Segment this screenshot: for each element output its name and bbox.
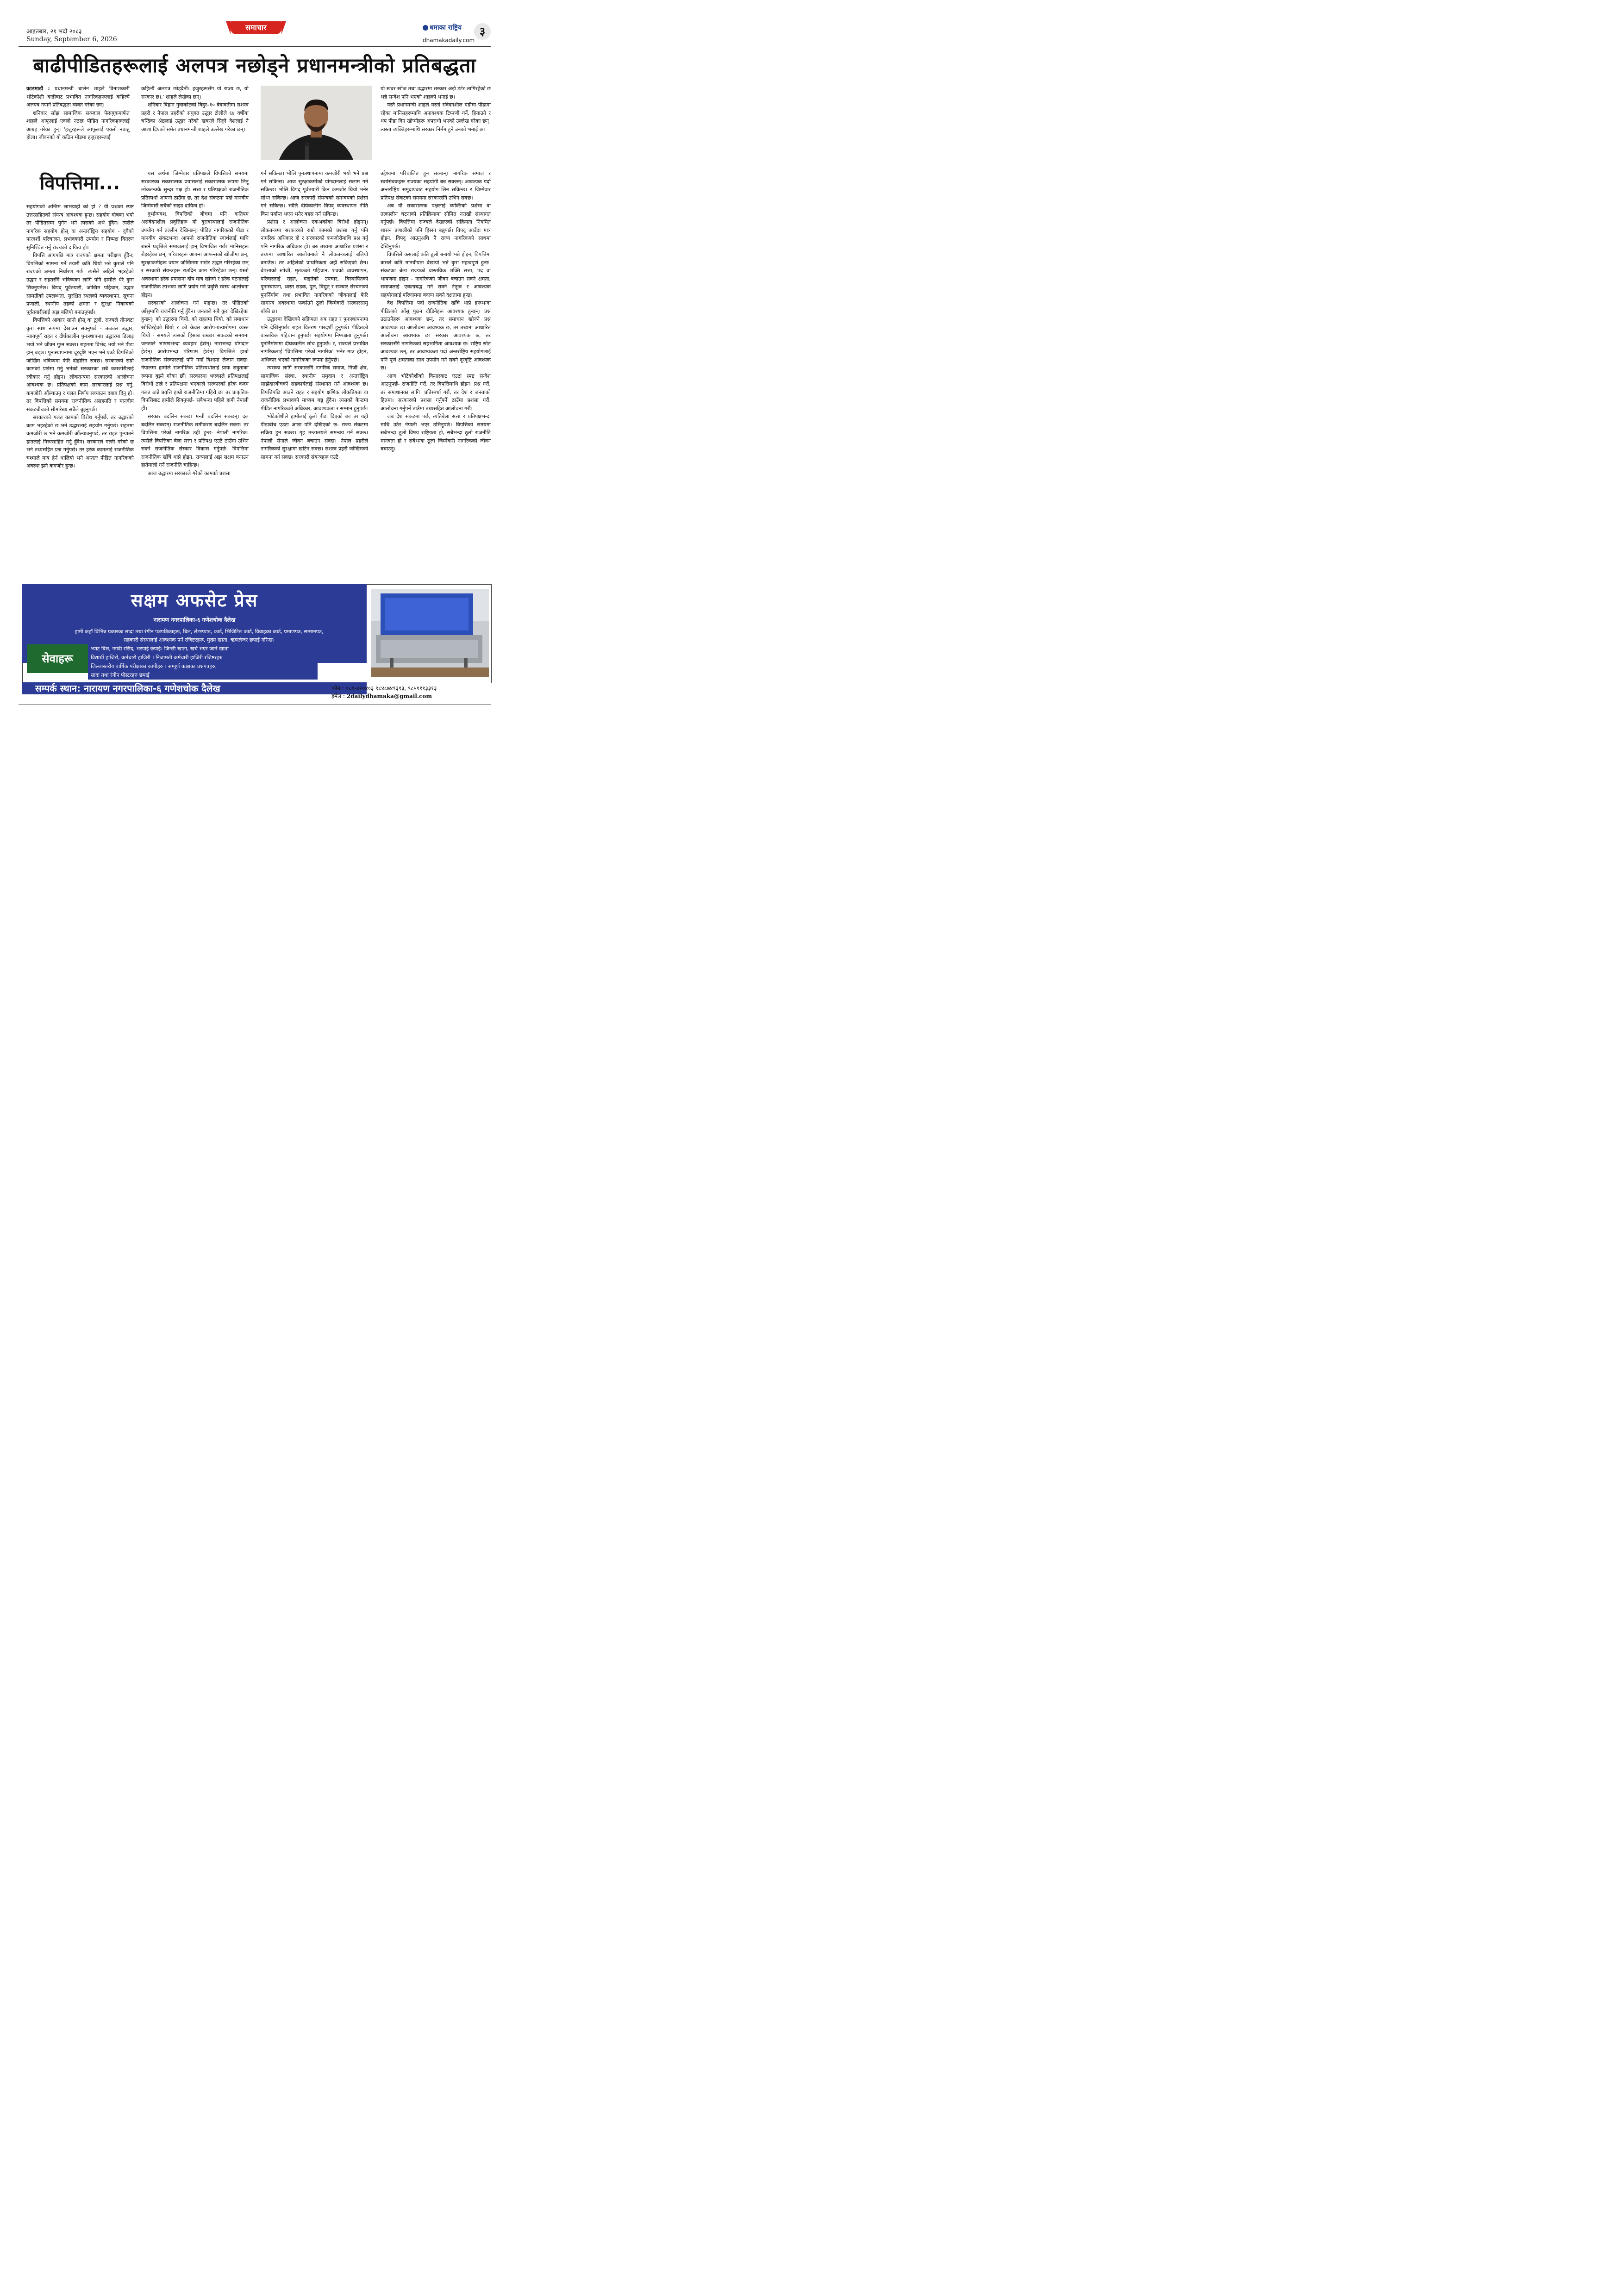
article1-column-2: [141, 85, 249, 133]
dateline: काठमाडौं :: [26, 86, 50, 92]
article1-column-1: [26, 85, 130, 142]
article2-paragraph: गर्न सकिन्छ। भोलि पुनःस्थापनामा कमजोरी भयो भने प्रश्न गर्न सकिन्छ। आज सुरक्षाकर्मीको योगदानलाई सलाम गर्न सकिन्छ। भोलि विपद् पूर्वतयारी किन कमजोर थियो भनेर सोध्न सकिन्छ। आज सरकारी संयन्त्रको समन्वयको प्रशंसा गर्न सकिन्छ। भोलि दीर्घकालीन विपद् व्यवस्थापन नीति किन पर्याप्त भएन भनेर बहस गर्न सकिन्छ।: [261, 170, 368, 217]
article2-paragraph: अब यी सकारात्मक पक्षलाई व्यक्तिको प्रशंसा वा तत्कालीन घटनाको प्रतिक्रियामा सीमित नराखी संस्थागत गर्नुपर्छ। विपत्तिमा राज्यले देखाएको सक्रियता नियमित शासन प्रणालीको पनि हिस्सा बन्नुपर्छ। विपद् आउँदा मात्र होइन, विपद् आउनुअघि नै राज्य नागरिकको साथमा देखिनुपर्छ।: [381, 203, 491, 250]
article2-paragraph: भोटेकोशीले हामीलाई ठूलो पीडा दिएको छ। तर यही पीडाबीच एउटा आशा पनि देखिएको छ- राज्य संकटमा सक्रिय हुन सक्छ। गृह मन्त्रालयले समन्वय गर्न सक्छ। नेपाली सेनाले जीवन बचाउन सक्छ। नेपाल प्रहरीले नागरिकको सुरक्षामा खटिन सक्छ। सशस्त्र प्रहरी जोखिमको सामना गर्न सक्छ। सरकारी संयन्त्रहरू एउटै: [261, 413, 368, 460]
section-tag: समाचार: [231, 21, 281, 34]
article2-column-2: [141, 169, 249, 477]
article2-paragraph: उद्धारमा देखिएको सक्रियता अब राहत र पुनःस्थापनामा पनि देखिनुपर्छ। राहत वितरण पारदर्शी हुनुपर्छ। पीडितको वास्तविक पहिचान हुनुपर्छ। सहयोगमा निष्पक्षता हुनुपर्छ। पुनर्निर्माणमा दीर्घकालीन सोच हुनुपर्छ। र, राज्यले प्रभावित नागरिकलाई 'विपत्तिमा परेको नागरिक' भनेर मात्र होइन, अधिकार भएको नागरिकका रूपमा हेर्नुपर्छ।: [261, 316, 368, 363]
article2-column-4: [381, 169, 491, 453]
advertisement-address: नारायण नगरपालिका-६ गणेशचोक दैलेख: [153, 617, 236, 623]
contact-place: सम्पर्क स्थान: नारायण नगरपालिका-६ गणेशचोक दैलेख: [22, 682, 367, 694]
phone-numbers: ०८९-४२०४०३ ९८४८७४९३१३, ९८५१११३३१३: [345, 685, 437, 692]
website-link[interactable]: dhamakadaily.com: [423, 37, 475, 44]
article2-paragraph: जब देश संकटमा पर्छ, त्यतिबेला सत्ता र प्रतिपक्षभन्दा माथि उठेर नेपाली भएर उभिनुपर्छ। विपत्तिको समयमा सबैभन्दा ठूलो विषय राष्ट्रियता हो, सबैभन्दा ठूलो राजनीति मानवता हो र सबैभन्दा ठूलो जिम्मेवारी नागरिकको जीवन बचाउनु।: [381, 413, 491, 452]
date-nepali: आइतबार, २१ भदौ २०८३: [26, 28, 82, 35]
printing-press-illustration: [371, 589, 489, 677]
page-number: ३: [474, 23, 491, 40]
article2-paragraph: सरकार बदलिन सक्छ। मन्त्री बदलिन सक्छन्। दल बदलिन सक्छन्। राजनीतिक समीकरण बदलिन सक्छ। तर विपत्तिमा परेको नागरिक उही हुन्छ- नेपाली नागरिक। त्यसैले विपत्तिका बेला सत्ता र प्रतिपक्ष एउटै ठाउँमा उभिन सक्ने राजनीतिक संस्कार विकास गर्नुपर्छ। विपत्तिमा राजनीतिक खोँचे थाप्ने होइन, राज्यलाई अझ सक्षम बनाउन हातेमालो गर्ने राजनीति चाहिन्छ।: [141, 413, 249, 468]
article1-paragraph: शनिबार साँझ सामाजिक सञ्जाल फेसबुकमार्फत शाहले आफूलाई एक्लो नठान्न पीडित नागरिकहरूलाई आग्रह गरेका हुन्। 'हजुरहरूले आफूलाई एक्लो नठान्नु होला। जीवनको यो कठिन मोडमा हजुरहरूलाई: [26, 110, 130, 140]
article1-paragraph: प्रधानमन्त्री बालेन शाहले विनाशकारी भोटेकोशी बाढीबाट प्रभावित नागरिकहरूलाई कहिल्यै अलपत्र नपार्ने प्रतिबद्धता व्यक्त गरेका छन्।: [26, 86, 130, 108]
article2-paragraph: विपत्तिले कसलाई कति ठूलो बनायो भन्ने होइन, विपत्तिमा कसले कति मानवीयता देखायो भन्ने कुरा महत्वपूर्ण हुन्छ। संकटका बेला राज्यको वास्तविक शक्ति सत्ता, पद वा भाषणमा होइन - नागरिकको जीवन बचाउन सक्ने क्षमता, समाजलाई एकताबद्ध गर्न सक्ने नेतृत्व र आवश्यक सहयोगलाई परिणाममा बदल्न सक्ने दक्षतामा हुन्छ।: [381, 251, 491, 298]
article1-column-4: [381, 85, 491, 133]
article2-paragraph: उद्देश्यमा परिचालित हुन सक्छन्। नागरिक समाज र स्वयंसेवकहरू राज्यका सहयोगी बन्न सक्छन्। आवश्यक पर्दा अन्तर्राष्ट्रिय समुदायबाट सहयोग लिन सकिन्छ। र जिम्मेवार प्रतिपक्ष संकटको समयमा सरकारसँगै उभिन सक्छ।: [381, 170, 491, 201]
article2-paragraph: सरकारको गलत कामको विरोध गर्नुपर्छ, तर उद्धारको काम भइरहेको छ भने उद्धारलाई सहयोग गर्नुपर्छ। राहतमा कमजोरी छ भने कमजोरी औंल्याउनुपर्छ, तर राहत पुर्‍याउने हातलाई निरुत्साहित गर्नु हुँदैन। सरकारले गल्ती गरेको छ भने तथ्यसहित प्रश्न गर्नुपर्छ। तर हरेक कामलाई राजनीतिक चश्माले मात्र हेर्न थालियो भने अन्ततः पीडित नागरिकको अवस्था झनै कमजोर हुन्छ।: [26, 414, 134, 469]
services-list: [88, 644, 318, 680]
prime-minister-photo: [261, 86, 372, 160]
header-rule: [19, 46, 491, 47]
phone-line: [331, 684, 437, 692]
service-item: सादा तथा रंगीन पोस्टरहरु छपाई: [91, 672, 150, 678]
article2-paragraph: सहयोगको अन्तिम लाभग्राही को हो ? यी प्रश्नको स्पष्ट उत्तरसहितको संयन्त्र आवश्यक हुन्छ। सहयोग घोषणा भयो तर पीडितसम्म पुगेन भने त्यसको अर्थ हुँदैन। त्यसैले नागरिक सहयोग होस् वा अन्तर्राष्ट्रिय सहयोग - दुवैको पारदर्शी परिचालन, प्रभावकारी उपयोग र निष्पक्ष वितरण सुनिश्चित गर्नु राज्यको दायित्व हो।: [26, 204, 134, 250]
service-item: जिल्लास्तरीय वार्षिक परीक्षाका कापीहरु । सम्पूर्ण कक्षाका प्रश्नपत्रहरु,: [91, 663, 217, 669]
article2-paragraph: प्रशंसा र आलोचना एकअर्काका विरोधी होइनन्। लोकतन्त्रमा सरकारको राम्रो कामको प्रशंसा गर्नु पनि नागरिक अधिकार हो र सरकारको कमजोरीमाथि प्रश्न गर्नु पनि नागरिक अधिकार हो। बरु तथ्यमा आधारित प्रशंसा र तथ्यमा आधारित आलोचनाले नै लोकतन्त्रलाई बलियो बनाउँछ। तर अहिलेको प्राथमिकता अझै सकिएको छैन। बेपत्ताको खोजी, मृतकको पहिचान, शवको व्यवस्थापन, परिवारलाई राहत, घाइतेको उपचार, विस्थापितको पुनःस्थापना, ध्वस्त सडक, पुल, विद्युत् र सञ्चार संरचनाको पुनर्निर्माण तथा प्रभावित नागरिकको जीवनलाई फेरि सामान्य अवस्थामा फर्काउने ठूलो जिम्मेवारी सरकारसामु बाँकी छ।: [261, 219, 368, 314]
advertisement-description: हामी कहाँ विभिन्न प्रकारका सादा तथा रंगीन पत्रपत्रिकाहरू, बिल, लेटरप्याड, कार्ड, भिजिटिङ कार्ड, विवाहका कार्ड, प्रमाणपत्र, सम्मानपत्र, सहकारी संस्थालाई आवश्यक पर्ने रजिष्टरहरू, मुख्य खाता, ऋणलेजर छपाई गरिन्छ।: [75, 629, 324, 643]
article1-paragraph: यो खबर खोज तथा उद्धारमा सरकार अझै डटेर लागिरहेको छ भन्ने सन्देश पनि भएको शाहको भनाई छ।: [381, 86, 491, 100]
article2-paragraph: सरकारको आलोचना गर्न पाइन्छ। तर पीडितको आँसुमाथि राजनीति गर्नु हुँदैन। जनताले सबै कुरा देखिरहेका हुन्छन्। को उद्धारमा थियो, को राहतमा थियो, को समाधान खोजिरहेको थियो र को केवल आरोप-प्रत्यारोपमा व्यस्त थियो - समयले त्यसको हिसाब राख्छ। संकटको समयमा जनताले भाषणभन्दा व्यवहार हेर्छन्। नाराभन्दा योगदान हेर्छन्। आरोपभन्दा परिणाम हेर्छन्। विपत्तिले हाम्रो राजनीतिक संस्कारलाई पनि नयाँ दिशामा लैजान सक्छ। नेपालमा हामीले राजनीतिक प्रतिस्पर्धालाई प्रायः शत्रुताका रूपमा बुझ्ने गरेका छौं। सरकारमा भएकाले प्रतिपक्षलाई विरोधी ठान्ने र प्रतिपक्षमा भएकाले सरकारको हरेक कदम गलत ठान्ने प्रवृत्ति हाम्रो राजनीतिमा गहिरो छ। तर प्राकृतिक विपत्तिबाट हामीले सिक्नुपर्छ- सबैभन्दा पहिले हामी नेपाली हौं।: [141, 300, 249, 412]
article2-paragraph: देश विपत्तिमा पर्दा राजनीतिक खोँचे थाप्ने हरूभन्दा पीडितको आँसु पुछ्न दौडिनेहरू आवश्यक हुन्छन्। प्रश्न उठाउनेहरू आवश्यक छन्, तर समाधान खोज्ने प्रश्न आवश्यक छ। आलोचना आवश्यक छ, तर तथ्यमा आधारित आलोचना आवश्यक छ। सरकार आवश्यक छ, तर सरकारसँगै नागरिकको सहभागिता आवश्यक छ। राष्ट्रिय स्रोत आवश्यक छन्, तर आवश्यकता पर्दा अन्तर्राष्ट्रिय सहयोगलाई पनि पूर्ण क्षमताका साथ उपयोग गर्न सक्ने दूरदृष्टि आवश्यक छ।: [381, 300, 491, 371]
phone-label: फोन :: [331, 685, 344, 692]
portrait-illustration: [261, 86, 372, 160]
article2-paragraph: विपत्ति आएपछि मात्र राज्यको क्षमता परीक्षण हुँदैन; विपत्तिको सामना गर्ने तयारी कति थियो भन्ने कुराले पनि राज्यको क्षमता निर्धारण गर्छ। त्यसैले अहिले भइरहेको उद्धार र राहतसँगै भविष्यका लागि पनि हामीले धेरै कुरा सिक्नुपर्नेछ। विपद् पूर्वतयारी, जोखिम पहिचान, उद्धार सामग्रीको उपलब्धता, सुरक्षित स्थलको व्यवस्थापन, सूचना प्रणाली, स्थानीय तहको क्षमता र सुरक्षा निकायको पूर्वतयारीलाई अझ बलियो बनाउनुपर्छ।: [26, 252, 134, 315]
email-label: इमेल :: [331, 693, 345, 699]
service-item: भ्याट बिल, नगदी रसिद, भरपाई छपाई। जिन्सी खाता, खर्च भएर जाने खाता: [91, 646, 229, 652]
email-line: [331, 692, 432, 700]
date-english: Sunday, September 6, 2026: [26, 36, 117, 43]
services-label: सेवाहरू: [27, 644, 88, 673]
article1-paragraph: शनिबार बिहान नुवाकोटको विदुर–१० बेत्रावतीमा सशस्त्र प्रहरी र नेपाल प्रहरीको संयुक्त उद्धार टोलीले ६४ वर्षीया चन्द्रिका श्रेष्ठलाई उद्धार गरेको खबरले सिङ्गो देशलाई नै आशा दिएको समेत प्रधानमन्त्री शाहले उल्लेख गरेका छन्।: [141, 102, 249, 132]
article2-paragraph: आज उद्धारमा सरकारले गरेको कामको प्रशंसा: [148, 470, 231, 476]
article2-paragraph: यस अर्थमा जिम्मेवार प्रतिपक्षले विपत्तिको समयमा सरकारका सकारात्मक प्रयासलाई सकारात्मक रूपमा लिनु लोकतन्त्रकै सुन्दर पक्ष हो। सत्ता र प्रतिपक्षको राजनीतिक प्रतिस्पर्धा आफ्नो ठाउँमा छ, तर देश संकटमा पर्दा मानवीय जिम्मेवारी सबैको साझा दायित्व हो।: [141, 170, 249, 209]
article2-kicker: विपत्तिमा...: [40, 173, 120, 194]
service-item: विद्यार्थी हाजिरी, कर्मचारी हाजिरी । निजामती कर्मचारी हाजिरी रजिष्टरहरु: [91, 655, 223, 661]
article2-paragraph: विपत्तिको आकार सानो होस् वा ठूलो, राज्यले तीनवटा कुरा स्पष्ट रूपमा देखाउन सक्नुपर्छ - तत्काल उद्धार, न्यायपूर्ण राहत र दीर्घकालीन पुनःस्थापना। उद्धारमा ढिलाइ भयो भने जीवन गुम्न सक्छ। राहतमा विभेद भयो भने पीडा झन् बढ्छ। पुनःस्थापनामा दूरदृष्टि भएन भने एउटै विपत्तिको जोखिम भविष्यमा फेरि दोहोरिन सक्छ। सरकारको राम्रो कामको प्रशंसा गर्नु भनेको सरकारका सबै कमजोरीलाई स्वीकार गर्नु होइन। लोकतन्त्रमा सरकारको आलोचना आवश्यक छ। प्रतिपक्षको काम सरकारलाई प्रश्न गर्नु, कमजोरी औंल्याउनु र गलत निर्णय सच्याउन दबाब दिनु हो। तर विपत्तिको समयमा राजनीतिक असहमति र मानवीय संकटबीचको सीमारेखा सबैले बुझ्नुपर्छ।: [26, 317, 134, 412]
article2-column-3: [261, 169, 368, 461]
email-address[interactable]: 2dailydhamaka@gmail.com: [346, 693, 432, 699]
article2-paragraph: आज भोटेकोशीको किनारबाट एउटा स्पष्ट सन्देश आउनुपर्छ- राजनीति गरौं, तर विपत्तिमाथि होइन। प्रश्न गरौं, तर समाधानका लागि। प्रतिस्पर्धा गरौं, तर देश र जनताको हितमा। सरकारको प्रशंसा गर्नुपर्ने ठाउँमा प्रशंसा गरौं, आलोचना गर्नुपर्ने ठाउँमा तथ्यसहित आलोचना गरौं।: [381, 373, 491, 412]
article2-column-1: [26, 203, 134, 470]
article1-paragraph: कहिल्यै अलपत्र छोड्दैनौं। हजुरहरूसँग यो राज्य छ, यो सरकार छ।,' शाहले लेखेका छन्।: [141, 86, 249, 100]
article2-paragraph: दुर्भाग्यवश, विपत्तिको बीचमा पनि कतिपय असंवेदनशील प्रवृत्तिहरू यो दुरावस्थालाई राजनीतिक उपयोग गर्न तल्लीन देखिन्छन्। पीडित नागरिकको पीडा र मानवीय संकटभन्दा आफ्नो राजनीतिक स्वार्थलाई माथि राख्ने प्रवृत्तिले समाजलाई झन् विभाजित गर्छ। मानिसहरू रोइरहेका छन्, परिवारहरू आफ्ना आफन्तको खोजीमा छन्, सुरक्षाकर्मीहरू ज्यान जोखिममा राखेर उद्धार गरिरहेका छन् र सरकारी संयन्त्रहरू रातदिन काम गरिरहेका छन्। यस्तो अवस्थामा हरेक प्रयासमा दोष मात्र खोज्ने र हरेक घटनालाई राजनीतिक लाभका लागि प्रयोग गर्ने प्रवृत्ति स्वस्थ आलोचना होइन।: [141, 211, 249, 298]
advertisement-title: सक्षम अफसेट प्रेस: [131, 590, 258, 611]
masthead-emblem-icon: [423, 25, 428, 31]
article-headline: बाढीपीडितहरूलाई अलपत्र नछोड्ने प्रधानमन्त्रीको प्रतिबद्धता: [33, 54, 476, 77]
masthead-logo: [423, 23, 462, 32]
article1-paragraph: यस्तै प्रधानमन्त्री शाहले यस्तो संवेदनशील घडीमा पीडामा रहेका मानिसहरूमाथि अनावश्यक टिप्पणी गर्ने, हियाउने र थप पीडा दिन खोज्नेहरू अपराधी भएको उल्लेख गरेका छन्। त्यस्ता व्यक्तिहरूमाथि सरकार निर्मम हुने उनको भनाई छ।: [381, 102, 491, 132]
masthead-title: धमाका राष्ट्रिय: [430, 24, 462, 31]
printing-press-photo: [371, 589, 489, 677]
article2-paragraph: त्यसका लागि सरकारसँगै नागरिक समाज, निजी क्षेत्र, सामाजिक संस्था, स्थानीय समुदाय र अन्तर्राष्ट्रिय साझेदारबीचको सहकार्यलाई संस्थागत गर्न आवश्यक छ। विपत्तिपछि आउने राहत र सहयोग क्षणिक लोकप्रियता वा राजनीतिक प्रभावको माध्यम बन्नु हुँदैन। त्यसको केन्द्रमा पीडित नागरिकको अधिकार, आवश्यकता र सम्मान हुनुपर्छ।: [261, 365, 368, 412]
